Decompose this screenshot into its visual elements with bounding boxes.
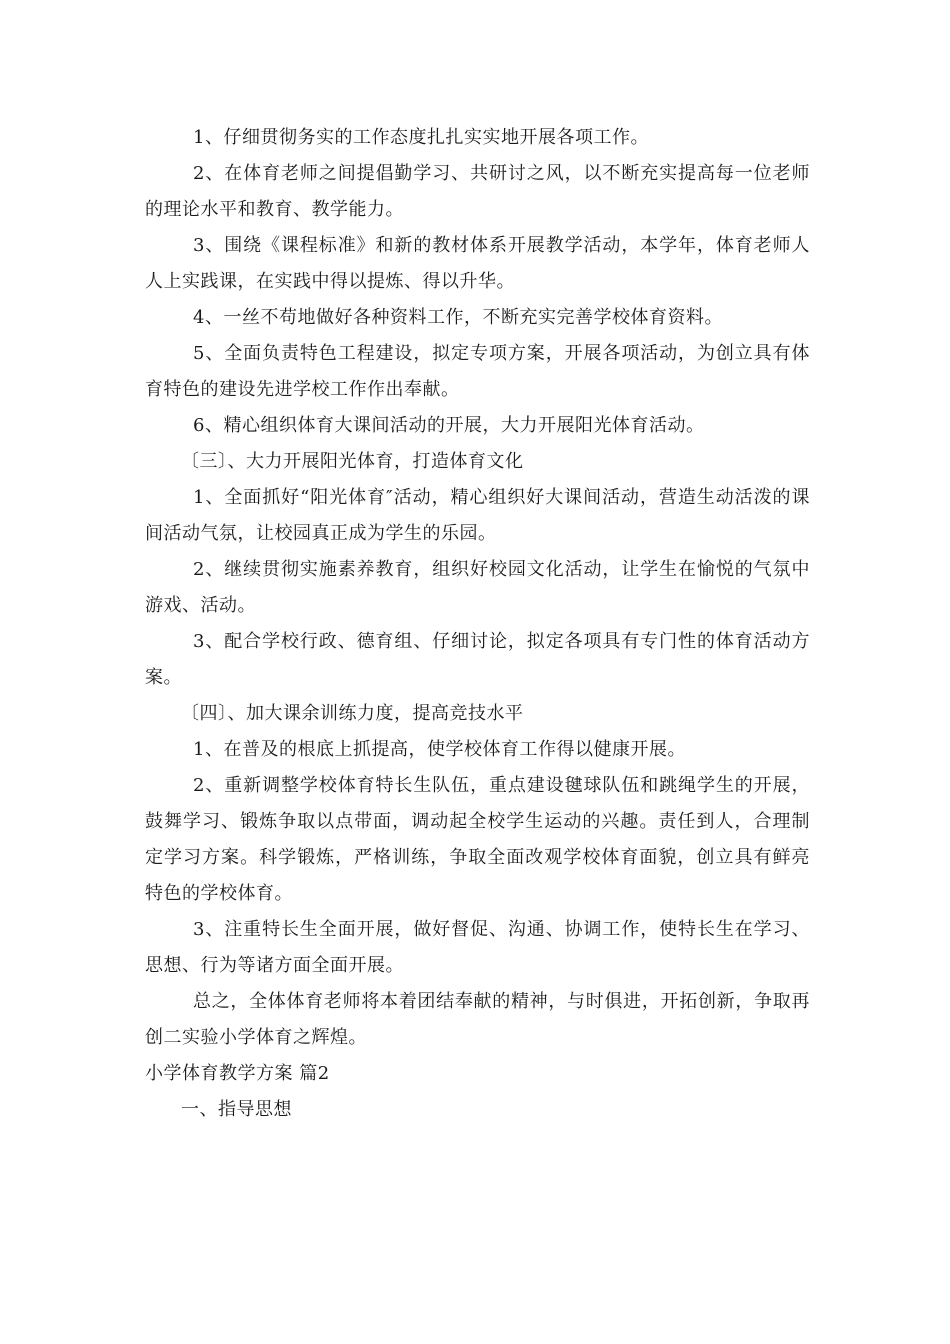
paragraph-summary: 总之，全体体育老师将本着团结奉献的精神，与时俱进，开拓创新，争取再创二实验小学体育之辉煌。 <box>145 991 810 1048</box>
section-heading-4: 〔四〕、加大课余训练力度，提高竞技水平 <box>181 703 524 724</box>
paragraph-item-3-1: 1、全面抓好“阳光体育″活动，精心组织好大课间活动，营造生动活泼的课间活动气氛，让校园真正成为学生的乐园。 <box>145 487 810 544</box>
paragraph-item-4: 4、一丝不苟地做好各种资料工作，不断充实完善学校体育资料。 <box>193 307 723 328</box>
paragraph-item-3-3: 3、配合学校行政、德育组、仔细讨论，拟定各项具有专门性的体育活动方案。 <box>145 631 810 688</box>
paragraph-item-5: 5、全面负责特色工程建设，拟定专项方案，开展各项活动，为创立具有体育特色的建设先进学校工作作出奉献。 <box>145 343 810 400</box>
paragraph-item-6: 6、精心组织体育大课间活动的开展，大力开展阳光体育活动。 <box>193 415 705 436</box>
subsection-heading: 一、指导思想 <box>181 1099 292 1120</box>
section-heading-3: 〔三〕、大力开展阳光体育，打造体育文化 <box>181 451 524 472</box>
paragraph-item-4-2: 2、重新调整学校体育特长生队伍，重点建设毽球队伍和跳绳学生的开展，鼓舞学习、锻炼争取以点带面，调动起全校学生运动的兴趣。责任到人，合理制定学习方案。科学锻炼，严格训练，争取全面改观学校体育面貌，创立具有鲜亮特色的学校体育。 <box>145 775 810 904</box>
paragraph-item-4-1: 1、在普及的根底上抓提高，使学校体育工作得以健康开展。 <box>193 739 686 760</box>
document-body <box>145 120 810 1128</box>
paragraph-item-3: 3、围绕《课程标准》和新的教材体系开展教学活动，本学年，体育老师人人上实践课，在实践中得以提炼、得以升华。 <box>145 235 810 292</box>
paragraph-item-2: 2、在体育老师之间提倡勤学习、共研讨之风，以不断充实提高每一位老师的理论水平和教育、教学能力。 <box>145 163 810 220</box>
section-title: 小学体育教学方案 篇2 <box>145 1063 330 1084</box>
paragraph-item-4-3: 3、注重特长生全面开展，做好督促、沟通、协调工作，使特长生在学习、思想、行为等诸方面全面开展。 <box>145 919 810 976</box>
paragraph-item-3-2: 2、继续贯彻实施素养教育，组织好校园文化活动，让学生在愉悦的气氛中游戏、活动。 <box>145 559 810 616</box>
paragraph-item-1: 1、仔细贯彻务实的工作态度扎扎实实地开展各项工作。 <box>193 127 649 148</box>
